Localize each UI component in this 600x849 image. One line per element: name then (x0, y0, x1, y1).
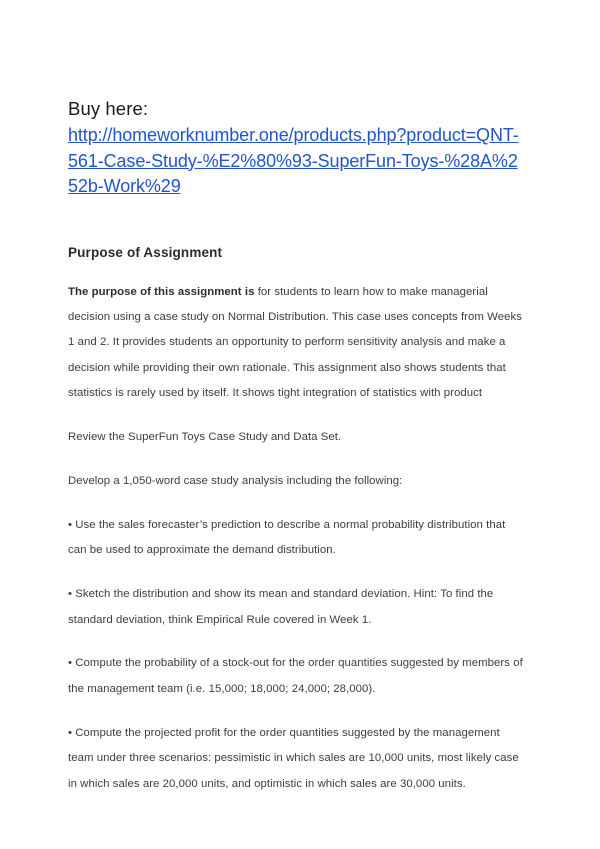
purpose-paragraph (68, 280, 526, 407)
review-paragraph: Review the SuperFun Toys Case Study and Data Set. (68, 431, 342, 444)
bullet-item-1-text: Use the sales forecaster’s prediction to describe a normal probability distribution that can be used to approximate the demand distribution. (68, 518, 506, 557)
purchase-link-block (68, 123, 526, 200)
bullet-item-3 (68, 651, 526, 702)
bullet-item-2-text: Sketch the distribution and show its mean and standard deviation. Hint: To find the standard deviation, think Empirical Rule covered in Week 1. (68, 588, 494, 626)
section-heading-purpose-of-assignment: Purpose of Assignment (68, 244, 223, 260)
purpose-bold-lead: The purpose of this assignment is (68, 285, 258, 298)
bullet-icon: • (68, 588, 76, 601)
bullet-item-3-text: Compute the probability of a stock-out for the order quantities suggested by members of the management team (i.e. 15,000; 18,000; 24,000; 28,000). (68, 657, 523, 695)
bullet-item-4-text: Compute the projected profit for the order quantities suggested by the management team under three scenarios: pessimistic in which sales are 10,000 units, most likely case in which sales are 20,000 units, and optimistic in which sales are 30,000 units. (68, 726, 519, 790)
document-content (68, 96, 526, 797)
bullet-icon: • (68, 726, 76, 739)
bullet-item-2 (68, 582, 526, 633)
purchase-url-link[interactable]: http://homeworknumber.one/products.php?product=QNT-561-Case-Study-%E2%80%93-SuperFun-Toys-%28A%252b-Work%29 (68, 125, 519, 196)
bullet-item-4 (68, 721, 526, 797)
bullet-icon: • (68, 518, 76, 531)
bullet-icon: • (68, 657, 76, 670)
purpose-rest-text: for students to learn how to make managerial decision using a case study on Normal Distribution. This case uses concepts from Weeks 1 and 2. It provides students an opportunity to perform sensitivity analysis and make a decision while providing their own rationale. This assignment also shows students that statistics is rarely used by itself. It shows tight integration of statistics with product (68, 285, 523, 400)
develop-paragraph: Develop a 1,050-word case study analysis including the following: (68, 474, 403, 487)
bullet-item-1 (68, 513, 526, 564)
buy-here-label: Buy here: (68, 98, 149, 119)
